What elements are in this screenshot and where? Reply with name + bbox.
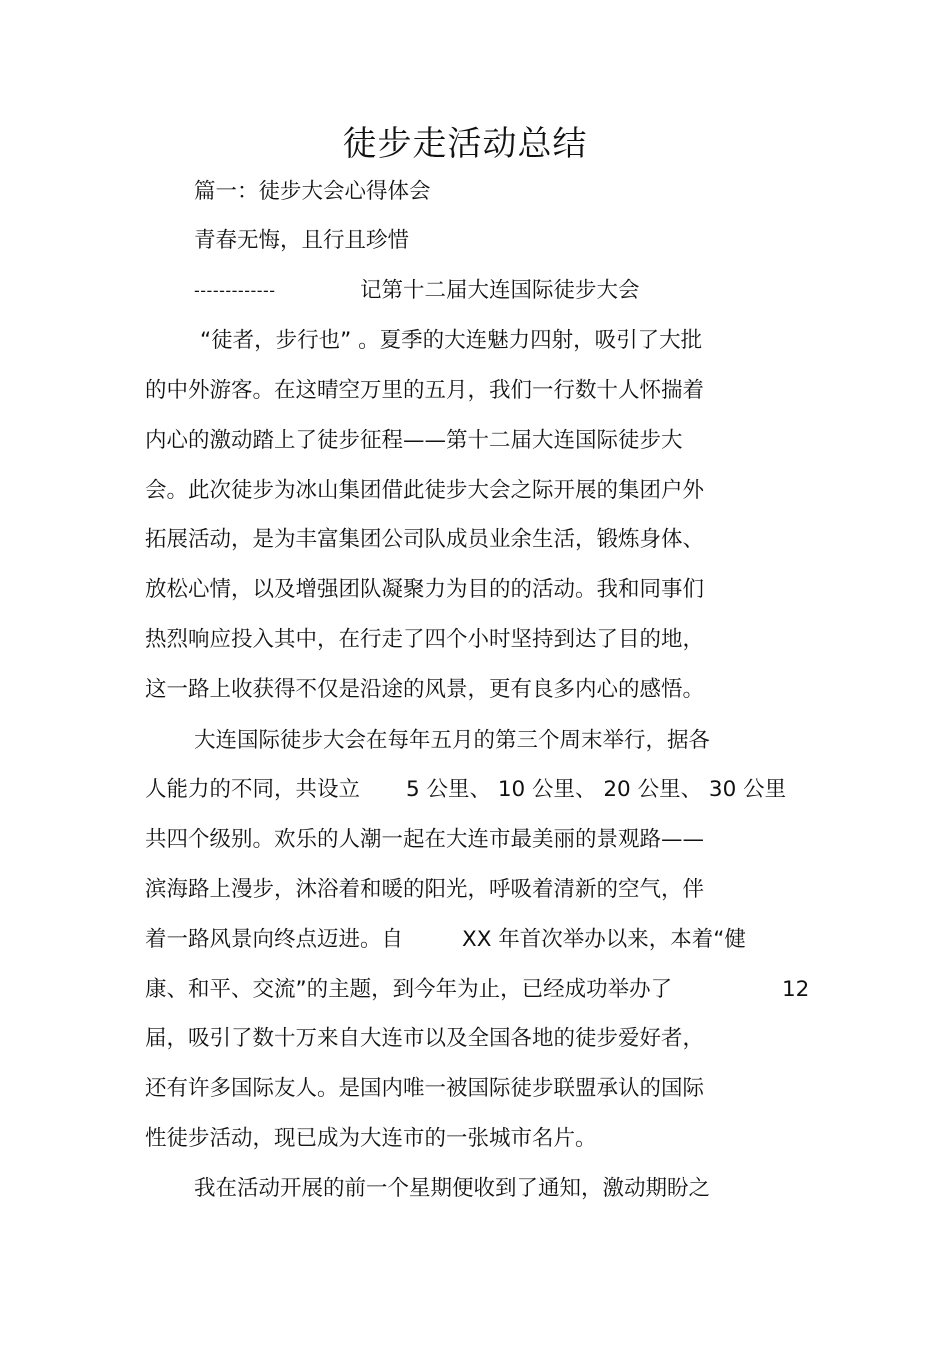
paragraph-1-line-8: 这一路上收获得不仅是沿途的风景，更有良多内心的感悟。 (145, 677, 705, 702)
paragraph-1-line-1: “徒者，步行也” 。夏季的大连魅力四射，吸引了大批 (200, 328, 703, 353)
paragraph-2-line-6a: 康、和平、交流”的主题，到今年为止，已经成功举办了 (145, 977, 673, 1002)
paragraph-2-line-9: 性徒步活动，现已成为大连市的一张城市名片。 (145, 1126, 597, 1151)
paragraph-2-line-7: 届，吸引了数十万来自大连市以及全国各地的徒步爱好者， (145, 1026, 705, 1051)
subtitle: 青春无悔，且行且珍惜 (194, 228, 410, 253)
paragraph-2-line-4: 滨海路上漫步，沐浴着和暖的阳光，呼吸着清新的空气，伴 (145, 877, 705, 902)
paragraph-2-line-2a: 人能力的不同，共设立 (145, 777, 361, 802)
paragraph-1-line-6: 放松心情，以及增强团队凝聚力为目的的活动。我和同事们 (145, 577, 705, 602)
document-title: 徒步走活动总结 (342, 124, 588, 164)
paragraph-1-line-3: 内心的激动踏上了徒步征程——第十二届大连国际徒步大 (145, 428, 683, 453)
paragraph-3-line-1: 我在活动开展的前一个星期便收到了通知，激动期盼之 (194, 1176, 711, 1201)
paragraph-1-line-5: 拓展活动，是为丰富集团公司队成员业余生活，锻炼身体、 (145, 527, 705, 552)
section-heading: 篇一：徒步大会心得体会 (194, 179, 431, 204)
event-subtitle: 记第十二届大连国际徒步大会 (360, 278, 640, 303)
paragraph-2-line-5b: XX 年首次举办以来，本着“健 (462, 927, 746, 952)
paragraph-1-line-2: 的中外游客。在这晴空万里的五月，我们一行数十人怀揣着 (145, 378, 705, 403)
paragraph-1-line-7: 热烈响应投入其中，在行走了四个小时坚持到达了目的地， (145, 627, 705, 652)
paragraph-1-line-4: 会。此次徒步为冰山集团借此徒步大会之际开展的集团户外 (145, 478, 705, 503)
paragraph-2-line-3: 共四个级别。欢乐的人潮一起在大连市最美丽的景观路—— (145, 827, 705, 852)
paragraph-2-line-2b: 5 公里、 10 公里、 20 公里、 30 公里 (406, 777, 787, 802)
subtitle-dashes: ------------- (194, 281, 276, 300)
paragraph-2-line-5a: 着一路风景向终点迈进。自 (145, 927, 404, 952)
paragraph-2-line-6b: 12 (782, 977, 810, 1002)
paragraph-2-line-8: 还有许多国际友人。是国内唯一被国际徒步联盟承认的国际 (145, 1076, 705, 1101)
paragraph-2-line-1: 大连国际徒步大会在每年五月的第三个周末举行，据各 (194, 728, 711, 753)
